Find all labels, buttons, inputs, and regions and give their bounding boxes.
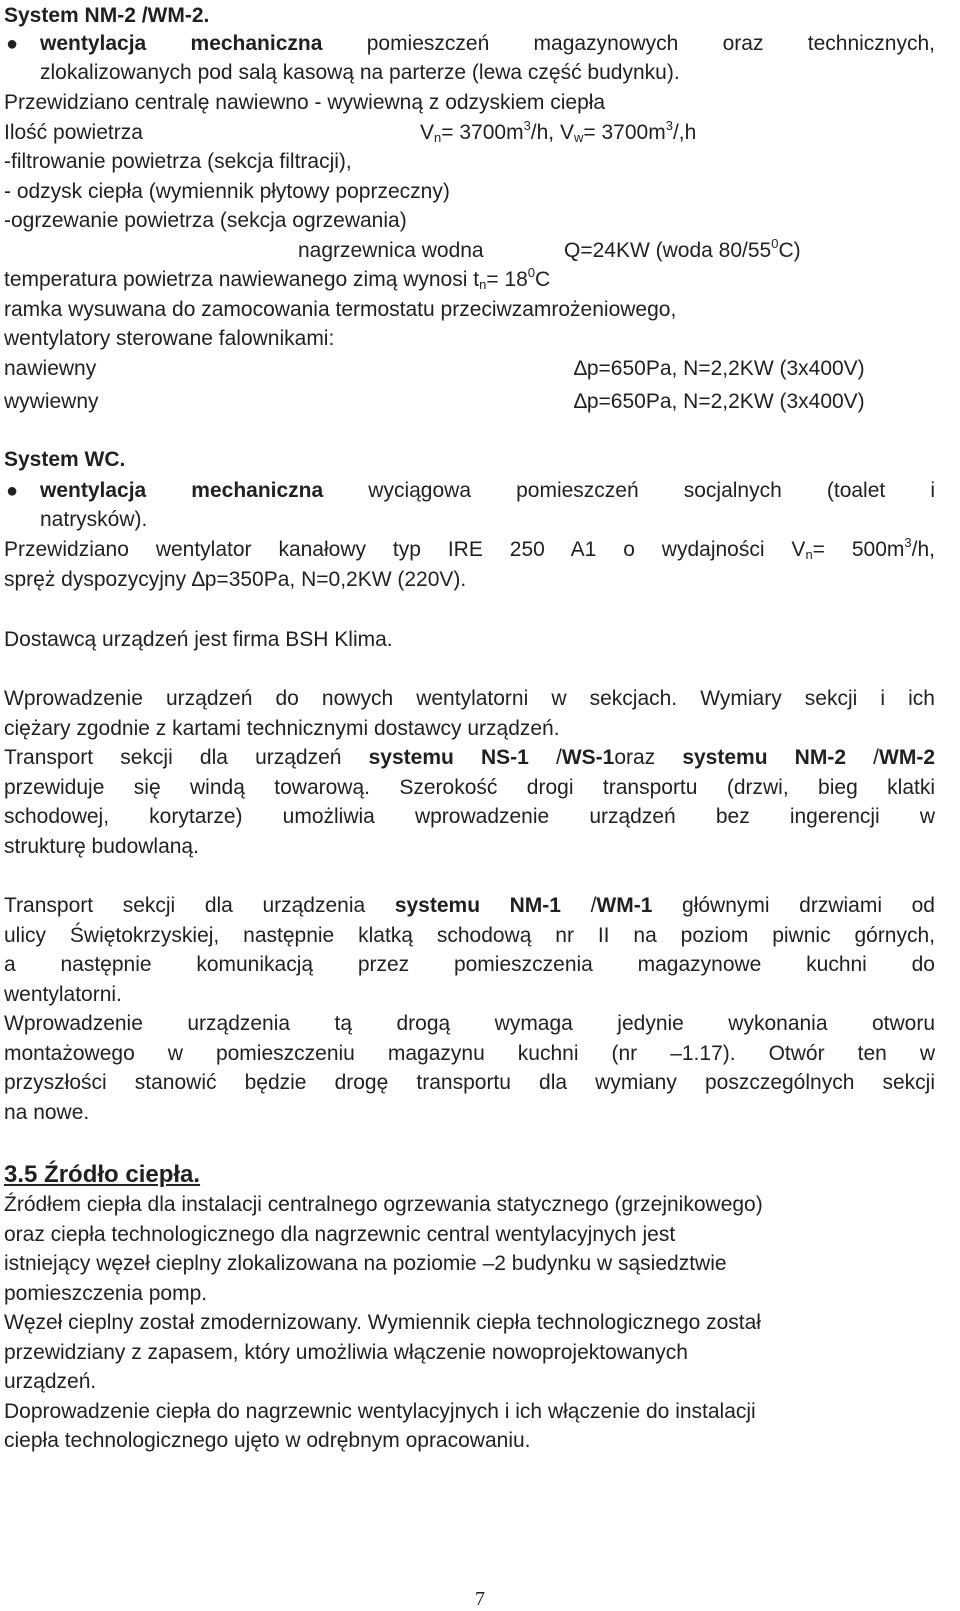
bullet-icon: ● [6, 33, 19, 55]
text-line: Węzeł cieplny został zmodernizowany. Wymiennik ciepła technologicznego został [4, 1311, 761, 1334]
text-line: ulicy Świętokrzyskiej, następnie klatką schodową nr II na poziom piwnic górnych, [4, 924, 935, 947]
text-line: wywiewny ∆p=650Pa, N=2,2KW (3x400V) [4, 390, 865, 413]
text-line: Przewidziano centralę nawiewno - wywiewną z odzyskiem ciepła [4, 91, 606, 114]
text-line: urządzeń. [4, 1370, 97, 1393]
text-line: -filtrowanie powietrza (sekcja filtracji), [4, 150, 352, 173]
text-line: Wprowadzenie urządzenia tą drogą wymaga jedynie wykonania otworu [4, 1012, 935, 1035]
text-line: Źródłem ciepła dla instalacji centralnego ogrzewania statycznego (grzejnikowego) [4, 1193, 763, 1216]
text-line: wentylatory sterowane falownikami: [4, 327, 335, 350]
text-line: schodowej, korytarze) umożliwia wprowadzenie urządzeń bez ingerencji w [4, 805, 935, 828]
text-line: temperatura powietrza nawiewanego zimą wynosi $t_n= 18^0C$ [4, 265, 551, 292]
text-line: montażowego w pomieszczeniu magazynu kuchni (nr –1.17). Otwór ten w [4, 1042, 935, 1065]
text-line: wentylacja mechaniczna pomieszczeń magazynowych oraz technicznych, [40, 32, 935, 55]
text-line: na nowe. [4, 1101, 90, 1124]
text-line: ramka wysuwana do zamocowania termostatu przeciwzamrożeniowego, [4, 298, 677, 321]
text-line: pomieszczenia pomp. [4, 1282, 208, 1305]
text-line: Wprowadzenie urządzeń do nowych wentylatorni w sekcjach. Wymiary sekcji i ich [4, 687, 935, 710]
text-line: Przewidziano wentylator kanałowy typ IRE 250 A1 o wydajności $V_n= 500m^3/h$, [4, 535, 935, 562]
text-line: Transport sekcji dla urządzeń systemu NS-1 /WS-1oraz systemu NM-2 /WM-2 [4, 746, 936, 769]
text-line: przyszłości stanowić będzie drogę transportu dla wymiany poszczególnych sekcji [4, 1071, 935, 1094]
text-line: a następnie komunikacją przez pomieszczenia magazynowe kuchni do [4, 953, 935, 976]
text-line: ciepła technologicznego ujęto w odrębnym opracowaniu. [4, 1429, 531, 1452]
text-line: Transport sekcji dla urządzenia systemu NM-1 /WM-1 głównymi drzwiami od [4, 894, 935, 917]
text-line: oraz ciepła technologicznego dla nagrzewnic central wentylacyjnych jest [4, 1223, 676, 1246]
text-line: zlokalizowanych pod salą kasową na parterze (lewa część budynku). [40, 61, 680, 84]
text-line: - odzysk ciepła (wymiennik płytowy poprzeczny) [4, 180, 450, 203]
text-line: Doprowadzenie ciepła do nagrzewnic wentylacyjnych i ich włączenie do instalacji [4, 1400, 756, 1423]
text-line: -ogrzewanie powietrza (sekcja ogrzewania) [4, 209, 407, 232]
text-line: spręż dyspozycyjny ∆p=350Pa, N=0,2KW (220V). [4, 568, 467, 591]
text-line: natrysków). [40, 508, 148, 531]
text-line: przewidziany z zapasem, który umożliwia włączenie nowoprojektowanych [4, 1341, 688, 1364]
text-line: istniejący węzeł cieplny zlokalizowana na poziomie –2 budynku w sąsiedztwie [4, 1252, 727, 1275]
bullet-icon: ● [6, 480, 19, 502]
section-heading: 3.5 Źródło ciepła. [4, 1161, 201, 1188]
text-line: nawiewny ∆p=650Pa, N=2,2KW (3x400V) [4, 357, 865, 380]
text-line: nagrzewnica wodna Q=24KW (woda $80/55^0C$) [298, 236, 801, 262]
text-line: wentylatorni. [4, 983, 122, 1006]
page-number: 7 [475, 1588, 485, 1610]
text-line: Ilość powietrza $V_n= 3700m^3/h$, $V_w= 3700m^3/,h$ [4, 118, 697, 145]
text-line: przewiduje się windą towarową. Szerokość drogi transportu (drzwi, bieg klatki [4, 776, 935, 799]
text-line: wentylacja mechaniczna wyciągowa pomieszczeń socjalnych (toalet i [40, 479, 935, 502]
text-line: Dostawcą urządzeń jest firma BSH Klima. [4, 628, 393, 651]
section-title: System NM-2 /WM-2. [4, 4, 210, 27]
section-title: System WC. [4, 448, 126, 471]
text-line: ciężary zgodnie z kartami technicznymi dostawcy urządzeń. [4, 717, 560, 740]
text-line: strukturę budowlaną. [4, 835, 199, 858]
